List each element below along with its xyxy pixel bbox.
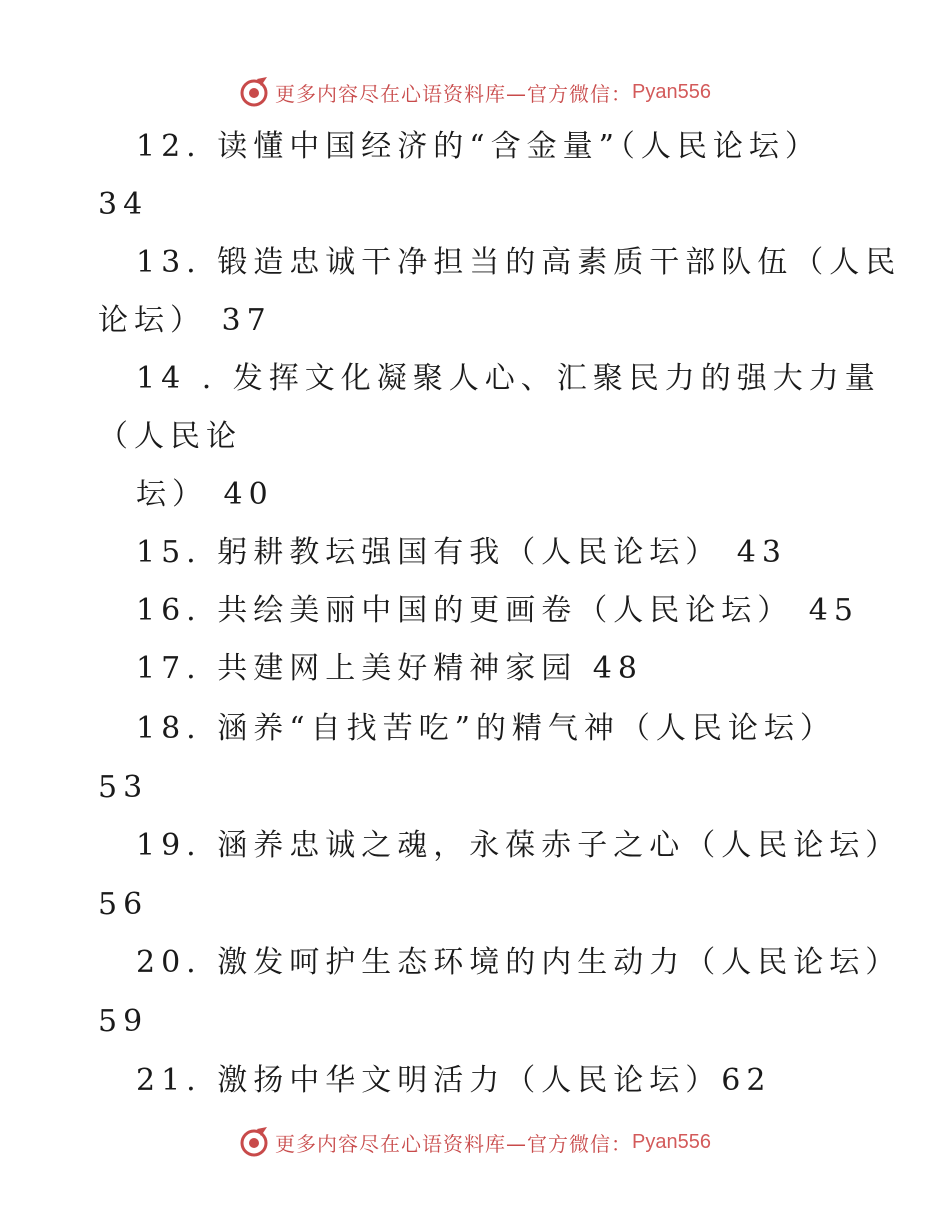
- banner-wechat-id: Pyan556: [632, 1130, 711, 1153]
- toc-item-18: 18. 涵养“自找苦吃”的精气神（人民论坛）: [136, 711, 836, 746]
- toc-item-14: 14 . 发挥文化凝聚人心、汇聚民力的强大力量: [136, 361, 881, 396]
- toc-item-18-page: 53: [98, 770, 149, 805]
- header-banner: [0, 72, 950, 112]
- banner-text: 更多内容尽在心语资料库—官方微信：: [275, 1131, 633, 1156]
- toc-item-14-cont1: （人民论: [98, 419, 242, 454]
- footer-banner: [0, 1122, 950, 1162]
- banner-text: 更多内容尽在心语资料库—官方微信：: [275, 81, 633, 106]
- toc-item-20: 20. 激发呵护生态环境的内生动力（人民论坛）: [136, 945, 902, 980]
- toc-item-20-page: 59: [98, 1004, 149, 1039]
- toc-item-13-cont: 论坛） 37: [98, 303, 272, 338]
- logo-icon: [239, 76, 271, 108]
- toc-item-19-page: 56: [98, 887, 149, 922]
- logo-icon: [239, 1126, 271, 1158]
- toc-item-19: 19. 涵养忠诚之魂，永葆赤子之心（人民论坛）: [136, 828, 902, 863]
- toc-item-14-cont2: 坛） 40: [136, 477, 274, 512]
- banner-wechat-id: Pyan556: [632, 80, 711, 103]
- toc-item-12: 12. 读懂中国经济的“含金量”（人民论坛）: [136, 129, 821, 164]
- toc-item-21: 21. 激扬中华文明活力（人民论坛）62: [136, 1063, 772, 1098]
- toc-item-16: 16. 共绘美丽中国的更画卷（人民论坛） 45: [136, 593, 859, 628]
- toc-item-13: 13. 锻造忠诚干净担当的高素质干部队伍（人民: [136, 245, 902, 280]
- toc-item-12-page: 34: [98, 187, 149, 222]
- toc-item-15: 15. 躬耕教坛强国有我（人民论坛） 43: [136, 535, 787, 570]
- toc-item-17: 17. 共建网上美好精神家园 48: [136, 651, 643, 686]
